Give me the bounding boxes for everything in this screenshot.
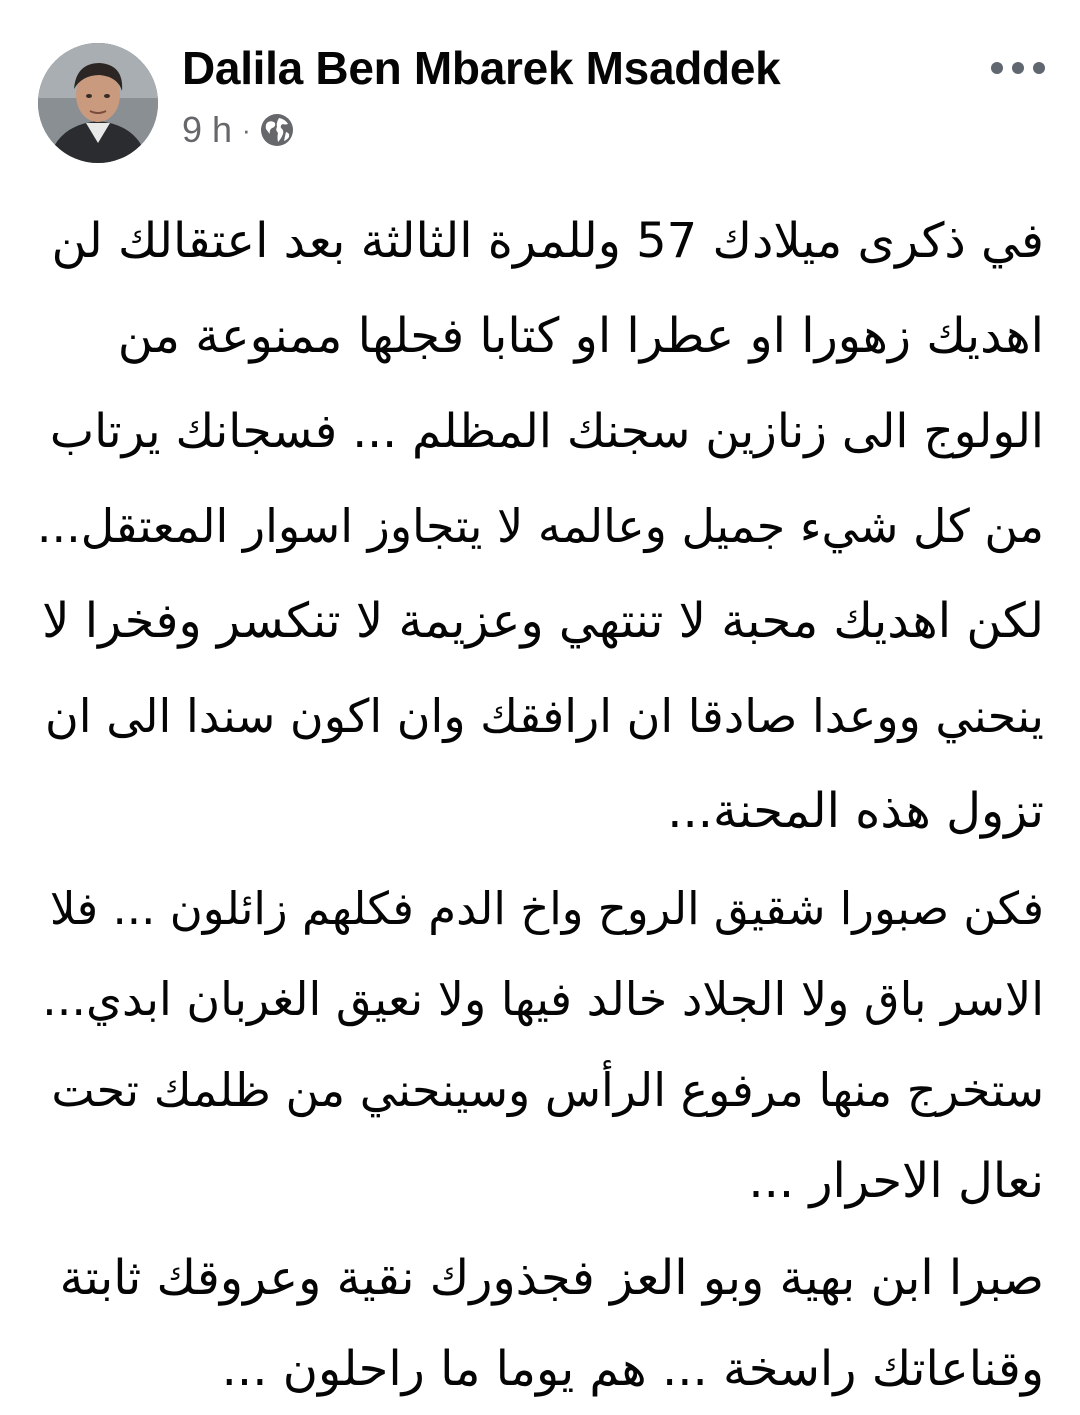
globe-icon[interactable] — [259, 112, 295, 148]
post-line: لكن اهديك محبة لا تنتهي وعزيمة لا تنكسر وفخرا لا — [42, 593, 1044, 649]
avatar[interactable] — [38, 43, 158, 163]
post-paragraph — [32, 196, 1044, 861]
post-line: من كل شيء جميل وعالمه لا يتجاوز اسوار المعتقل... — [36, 499, 1044, 553]
post-header — [38, 40, 1048, 164]
post-line: اهديك زهورا او عطرا او كتابا فجلها ممنوعة من — [117, 308, 1044, 364]
post-paragraph — [32, 863, 1044, 1227]
post-text — [32, 196, 1044, 1415]
post-line: الاسر باق ولا الجلاد خالد فيها ولا نعيق الغربان ابدي... — [42, 972, 1044, 1026]
post-line: وقناعاتك راسخة ... هم يوما ما راحلون ... — [221, 1341, 1044, 1397]
post-line: تزول هذه المحنة... — [667, 783, 1044, 839]
more-dots-icon — [990, 61, 1046, 75]
meta-separator: · — [242, 114, 251, 145]
post-meta — [182, 110, 295, 150]
avatar-photo — [38, 43, 158, 163]
author-name[interactable]: Dalila Ben Mbarek Msaddek — [182, 42, 781, 94]
post-line: صبرا ابن بهية وبو العز فجذورك نقية وعروقك ثابتة — [59, 1250, 1044, 1306]
post-line: ينحني ووعدا صادقا ان ارافقك وان اكون سندا الى ان — [45, 689, 1044, 743]
post-paragraph — [32, 1233, 1044, 1415]
post-line: فكن صبورا شقيق الروح واخ الدم فكلهم زائلون ... فلا — [49, 882, 1044, 935]
post-line: الولوج الى زنازين سجنك المظلم ... فسجانك يرتاب — [49, 404, 1044, 459]
post-line: ستخرج منها مرفوع الرأس وسينحني من ظلمك تحت — [51, 1063, 1044, 1117]
post-line: نعال الاحرار ... — [748, 1153, 1044, 1209]
post-time[interactable]: 9 h — [182, 109, 233, 150]
more-options-button[interactable] — [988, 50, 1048, 86]
post-line: في ذكرى ميلادك 57 وللمرة الثالثة بعد اعتقالك لن — [51, 213, 1044, 269]
